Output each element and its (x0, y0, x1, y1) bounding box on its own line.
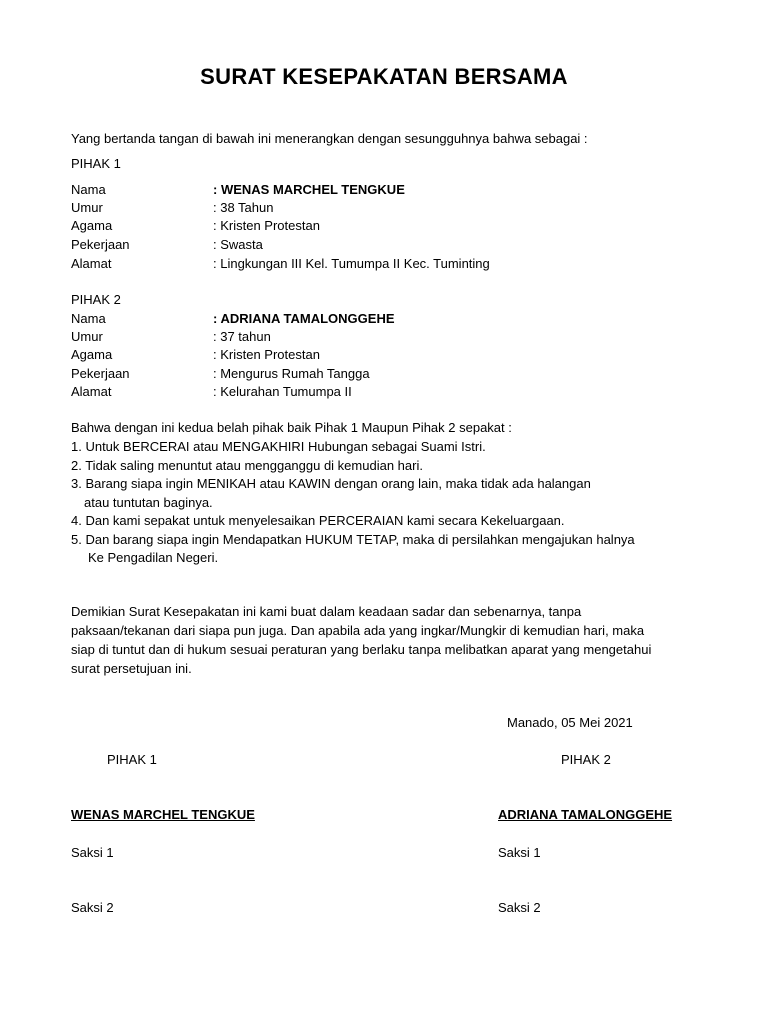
party2-age-label: Umur (71, 329, 103, 344)
party1-religion-label: Agama (71, 218, 113, 233)
party2-address-label: Alamat (71, 384, 112, 399)
party2-religion-value: : Kristen Protestan (213, 347, 320, 362)
document-title: SURAT KESEPAKATAN BERSAMA (200, 64, 568, 89)
party1-religion-value: : Kristen Protestan (213, 218, 320, 233)
party1-age-label: Umur (71, 200, 103, 215)
signature-party1-label: PIHAK 1 (107, 752, 157, 767)
closing-line-4: surat persetujuan ini. (71, 661, 192, 676)
party2-address-value: : Kelurahan Tumumpa II (213, 384, 352, 399)
party2-age-value: : 37 tahun (213, 329, 271, 344)
party2-occupation-label: Pekerjaan (71, 366, 130, 381)
signature-party2-name: ADRIANA TAMALONGGEHE (498, 807, 673, 822)
party1-age-value: : 38 Tahun (213, 200, 274, 215)
party1-name-label: Nama (71, 182, 106, 197)
agreement-point-5: 5. Dan barang siapa ingin Mendapatkan HUKUM TETAP, maka di persilahkan mengajukan halnya (71, 532, 635, 547)
party2-heading: PIHAK 2 (71, 292, 121, 307)
party2-religion-label: Agama (71, 347, 113, 362)
agreement-point-2: 2. Tidak saling menuntut atau mengganggu di kemudian hari. (71, 458, 423, 473)
agreement-point-3: 3. Barang siapa ingin MENIKAH atau KAWIN dengan orang lain, maka tidak ada halangan (71, 476, 591, 491)
signature-party2-label: PIHAK 2 (561, 752, 611, 767)
party1-address-label: Alamat (71, 256, 112, 271)
witness1-right: Saksi 1 (498, 845, 541, 860)
party1-occupation-value: : Swasta (213, 237, 263, 252)
agreement-point-1: 1. Untuk BERCERAI atau MENGAKHIRI Hubungan sebagai Suami Istri. (71, 439, 486, 454)
party1-address-value: : Lingkungan III Kel. Tumumpa II Kec. Tuminting (213, 256, 490, 271)
party1-heading: PIHAK 1 (71, 156, 121, 171)
party2-name-value: : ADRIANA TAMALONGGEHE (213, 311, 395, 326)
party2-name-label: Nama (71, 311, 106, 326)
place-date: Manado, 05 Mei 2021 (507, 715, 633, 730)
agreement-intro: Bahwa dengan ini kedua belah pihak baik Pihak 1 Maupun Pihak 2 sepakat : (71, 420, 512, 435)
agreement-point-5-cont: Ke Pengadilan Negeri. (88, 550, 219, 565)
party1-occupation-label: Pekerjaan (71, 237, 130, 252)
agreement-point-3-cont: atau tuntutan baginya. (84, 495, 213, 510)
closing-line-3: siap di tuntut dan di hukum sesuai peraturan yang berlaku tanpa melibatkan aparat yang mengetahui (71, 642, 652, 657)
closing-line-1: Demikian Surat Kesepakatan ini kami buat dalam keadaan sadar dan sebenarnya, tanpa (71, 604, 582, 619)
witness1-left: Saksi 1 (71, 845, 114, 860)
party1-name-value: : WENAS MARCHEL TENGKUE (213, 182, 405, 197)
witness2-left: Saksi 2 (71, 900, 114, 915)
witness2-right: Saksi 2 (498, 900, 541, 915)
agreement-point-4: 4. Dan kami sepakat untuk menyelesaikan PERCERAIAN kami secara Kekeluargaan. (71, 513, 565, 528)
closing-line-2: paksaan/tekanan dari siapa pun juga. Dan apabila ada yang ingkar/Mungkir di kemudian hari, maka (71, 623, 645, 638)
intro-text: Yang bertanda tangan di bawah ini menerangkan dengan sesungguhnya bahwa sebagai : (71, 131, 588, 146)
signature-party1-name: WENAS MARCHEL TENGKUE (71, 807, 255, 822)
party2-occupation-value: : Mengurus Rumah Tangga (213, 366, 370, 381)
